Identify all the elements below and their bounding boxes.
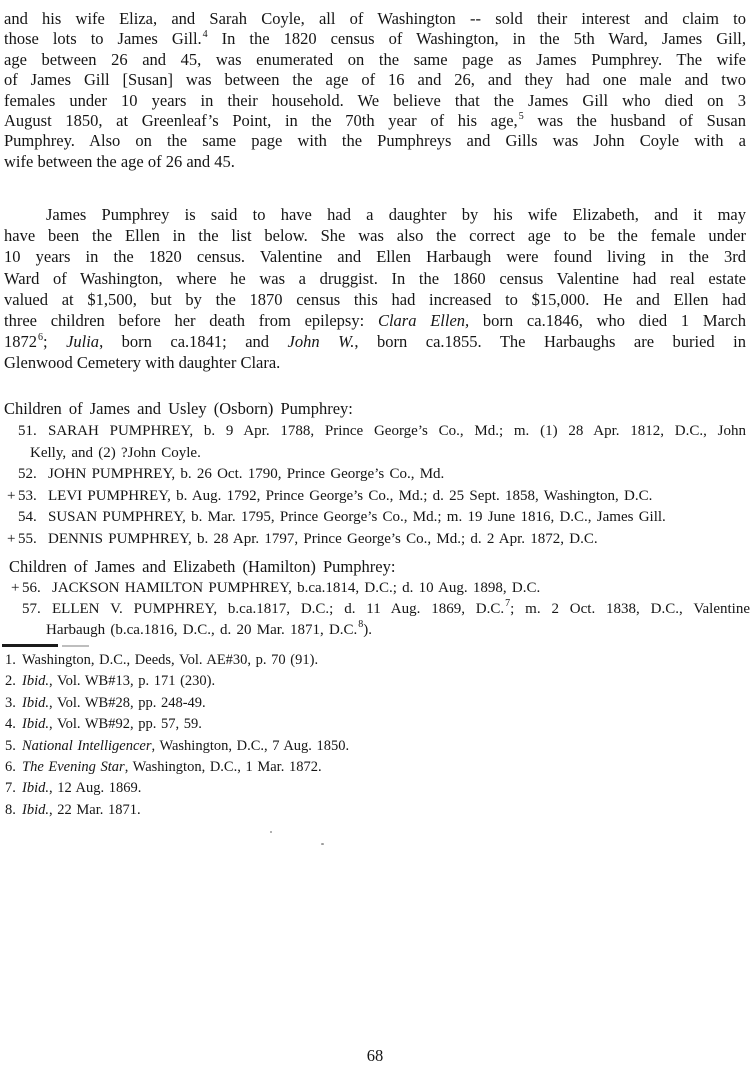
item-number: 55. xyxy=(18,530,37,547)
text-line xyxy=(4,131,746,151)
text-segment: Washington, D.C., Deeds, Vol. AE#30, p. 70 (91). xyxy=(22,652,319,668)
text-segment: , 22 Mar. 1871. xyxy=(48,801,141,818)
children-hamilton-heading xyxy=(9,557,750,577)
item-number: 51. xyxy=(18,423,37,439)
text-segment: , born ca.1841; and xyxy=(99,332,288,352)
carried-forward-marker: + xyxy=(11,580,20,596)
scan-speck xyxy=(321,843,324,845)
text-segment-italic: Ibid. xyxy=(22,673,49,690)
footnotes xyxy=(5,650,747,821)
list-item xyxy=(4,486,746,508)
text-segment: In the 1820 census of Washington, in the 5th Ward, James Gill, xyxy=(207,29,747,49)
text-segment-italic: Clara Ellen, xyxy=(377,311,470,331)
footnote-ref: 6 xyxy=(38,331,43,343)
footnote-number: 5. xyxy=(5,737,16,754)
text-line xyxy=(4,152,746,172)
children-usley-heading xyxy=(4,399,746,419)
footnote-number: 2. xyxy=(5,673,16,690)
footnote-item xyxy=(5,800,747,821)
text-segment: Ward of Washington, where he was a druggist. In the 1860 census Valentine had real estate xyxy=(4,268,746,288)
text-segment-italic: Ibid. xyxy=(22,780,49,797)
text-segment: Kelly, and (2) ?John Coyle. xyxy=(30,444,201,461)
text-segment: , 12 Aug. 1869. xyxy=(48,780,142,797)
item-number: 52. xyxy=(18,466,37,483)
text-segment: Harbaugh (b.ca.1816, D.C., d. 20 Mar. 1871, D.C. xyxy=(46,622,358,638)
text-segment-italic: Ibid. xyxy=(22,801,49,818)
text-line xyxy=(4,50,746,70)
text-segment: ; m. 2 Oct. 1838, D.C., Valentine xyxy=(510,601,750,617)
intro-paragraph xyxy=(4,9,746,172)
footnote-rule-faint xyxy=(62,645,89,647)
text-segment: females under 10 years in their household. We believe that the James Gill who died on 3 xyxy=(4,90,746,110)
footnote-item xyxy=(5,650,747,671)
footnote-item xyxy=(5,671,747,692)
text-segment: ). xyxy=(363,622,373,638)
text-segment: August 1850, at Greenleaf’s Point, in the 70th year of his age, xyxy=(4,111,518,131)
carried-forward-marker: + xyxy=(7,487,16,504)
text-segment: 10 years in the 1820 census. Valentine and Ellen Harbaugh were found living in the 3rd xyxy=(4,247,746,267)
footnote-number: 3. xyxy=(5,694,16,711)
text-line xyxy=(4,246,746,267)
text-segment-italic: Julia xyxy=(66,332,100,352)
text-line xyxy=(4,70,746,90)
list-item-continuation xyxy=(8,620,750,641)
list-item xyxy=(8,578,750,599)
heading-text: Children of James and Usley (Osborn) Pumphrey: xyxy=(4,399,353,418)
text-segment: SUSAN PUMPHREY, b. Mar. 1795, Prince George’s Co., Md.; m. 19 June 1816, D.C., James Gill. xyxy=(48,509,666,526)
text-line xyxy=(4,310,746,331)
footnote-rule-line xyxy=(2,644,58,647)
text-segment: JOHN PUMPHREY, b. 26 Oct. 1790, Prince George’s Co., Md. xyxy=(48,466,445,483)
text-line xyxy=(4,268,746,289)
list-item-continuation xyxy=(4,443,746,465)
text-segment: 1872 xyxy=(4,332,37,352)
list-item xyxy=(4,464,746,486)
text-segment: have been the Ellen in the list below. She was also the correct age to be the female under xyxy=(4,226,746,246)
text-line xyxy=(4,289,746,310)
text-segment: Glenwood Cemetery with daughter Clara. xyxy=(4,353,281,373)
text-segment: , Washington, D.C., 7 Aug. 1850. xyxy=(151,737,350,754)
text-line xyxy=(4,331,746,352)
carried-forward-marker: + xyxy=(7,530,16,547)
heading-text: Children of James and Elizabeth (Hamilton) Pumphrey: xyxy=(9,557,396,576)
text-segment-italic: The Evening Star xyxy=(22,759,125,776)
page-number: 68 xyxy=(366,1046,384,1065)
text-segment: DENNIS PUMPHREY, b. 28 Apr. 1797, Prince George’s Co., Md.; d. 2 Apr. 1872, D.C. xyxy=(48,530,598,547)
text-segment: JACKSON HAMILTON PUMPHREY, b.ca.1814, D.C.; d. 10 Aug. 1898, D.C. xyxy=(52,580,541,596)
text-segment-italic: Ibid. xyxy=(22,694,49,711)
text-line xyxy=(4,352,746,373)
text-segment: born ca.1846, who died 1 March xyxy=(469,311,746,331)
text-line xyxy=(4,91,746,111)
text-segment: LEVI PUMPHREY, b. Aug. 1792, Prince George’s Co., Md.; d. 25 Sept. 1858, Washington, D.C. xyxy=(48,487,653,504)
list-item xyxy=(4,507,746,529)
item-number: 57. xyxy=(22,601,41,617)
footnote-ref: 4 xyxy=(202,28,208,40)
footnote-item xyxy=(5,778,747,799)
text-segment: , Vol. WB#92, pp. 57, 59. xyxy=(48,716,202,733)
text-segment: SARAH PUMPHREY, b. 9 Apr. 1788, Prince George’s Co., Md.; m. (1) 28 Apr. 1812, D.C., John xyxy=(48,423,746,439)
text-segment: of James Gill [Susan] was between the age of 16 and 26, and they had one male and two xyxy=(4,70,746,90)
text-segment: ; xyxy=(43,332,67,352)
list-item xyxy=(4,529,746,551)
footnote-item xyxy=(5,757,747,778)
text-line xyxy=(4,225,746,246)
text-segment: and his wife Eliza, and Sarah Coyle, all of Washington -- sold their interest and claim to xyxy=(4,9,746,28)
text-line xyxy=(4,111,746,131)
scan-speck xyxy=(270,831,272,833)
footnote-item xyxy=(5,736,747,757)
list-item xyxy=(8,599,750,620)
text-segment: James Pumphrey is said to have had a daughter by his wife Elizabeth, and it may xyxy=(46,205,746,224)
item-number: 56. xyxy=(22,580,41,596)
footnote-ref: 5 xyxy=(518,110,524,122)
text-segment: , Washington, D.C., 1 Mar. 1872. xyxy=(124,759,322,776)
footnote-item xyxy=(5,714,747,735)
text-line xyxy=(4,9,746,29)
text-segment-italic: Ibid. xyxy=(22,716,49,733)
footnote-number: 4. xyxy=(5,716,16,733)
text-segment-italic: John W. xyxy=(287,332,355,352)
footnote-number: 7. xyxy=(5,780,16,797)
item-number: 53. xyxy=(18,487,37,504)
footnote-ref: 7 xyxy=(505,598,511,609)
text-segment: age between 26 and 45, was enumerated on the same page as James Pumphrey. The wife xyxy=(4,49,746,69)
list-item xyxy=(4,421,746,443)
text-segment: ELLEN V. PUMPHREY, b.ca.1817, D.C.; d. 11 Aug. 1869, D.C. xyxy=(52,601,505,617)
text-segment: wife between the age of 26 and 45. xyxy=(4,151,235,171)
item-number: 54. xyxy=(18,509,37,526)
text-segment: , born ca.1855. The Harbaughs are buried in xyxy=(354,332,746,352)
text-segment: , Vol. WB#28, pp. 248-49. xyxy=(48,694,206,711)
text-segment: three children before her death from epilepsy: xyxy=(4,311,378,331)
children-hamilton-list xyxy=(8,578,750,641)
text-segment-italic: National Intelligencer xyxy=(22,737,152,754)
footnote-ref: 8 xyxy=(358,619,364,630)
footnote-number: 8. xyxy=(5,801,16,818)
text-segment: valued at $1,500, but by the 1870 census this had increased to $15,000. He and Ellen had xyxy=(4,289,746,309)
text-segment: Pumphrey. Also on the same page with the Pumphreys and Gills was John Coyle with a xyxy=(4,131,746,151)
footnote-item xyxy=(5,693,747,714)
children-usley-list xyxy=(4,421,746,551)
harbaugh-paragraph xyxy=(4,204,746,374)
text-segment: , Vol. WB#13, p. 171 (230). xyxy=(48,673,216,690)
footnote-number: 1. xyxy=(5,652,16,668)
text-segment: those lots to James Gill. xyxy=(4,29,202,49)
footnote-number: 6. xyxy=(5,759,16,776)
text-segment: was the husband of Susan xyxy=(523,111,746,131)
text-line xyxy=(4,204,746,225)
text-line xyxy=(4,29,746,49)
